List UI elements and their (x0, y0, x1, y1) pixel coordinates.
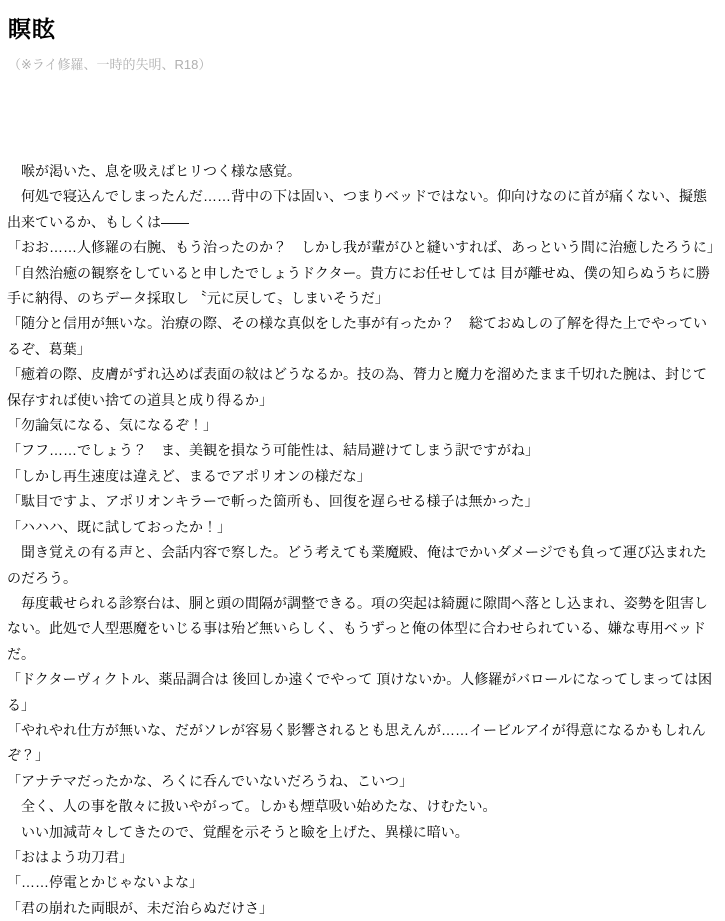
content-warning-note: （※ライ修羅、一時的失明、R18） (8, 57, 212, 72)
story-text-body (0, 159, 725, 921)
paragraph: 「アナテマだったかな、ろくに呑んでいないだろうね、こいつ」 (7, 772, 413, 789)
paragraph: 喉が渇いた、息を吸えばヒリつく様な感覚。 (7, 163, 301, 179)
paragraph: 「勿論気になる、気になるぞ！」 (7, 417, 217, 434)
paragraph: 何処で寝込んでしまったんだ……背中の下は固い、つまりベッドではない。仰向けなのに首が痛くない、擬態出来ているか、もしくは―― (7, 188, 707, 230)
paragraph: 全く、人の事を散々に扱いやがって。しかも煙草吸い始めたな、けむたい。 (7, 798, 497, 815)
paragraph: 「癒着の際、皮膚がずれ込めば表面の紋はどうなるか。技の為、膂力と魔力を溜めたまま千切れた腕は、封じて保存すれば使い捨ての道具と成り得るか」 (7, 366, 707, 408)
paragraph: 「おはよう功刀君」 (7, 848, 133, 865)
paragraph: 「やれやれ仕方が無いな、だがソレが容易く影響されるとも思えんが……イービルアイが得意になるかもしれんぞ？」 (7, 721, 706, 764)
paragraph: 毎度載せられる診察台は、胴と頭の間隔が調整できる。項の突起は綺麗に隙間へ落とし込まれ、姿勢を阻害しない。此処で人型悪魔をいじる事は殆ど無いらしく、もうずっと俺の体型に合わせられている、嫌な専用ベッドだ。 (7, 594, 708, 662)
document-page (0, 14, 725, 916)
page-title: 瞑眩 (8, 16, 56, 42)
paragraph: 「自然治癒の観察をしていると申したでしょうドクター。貴方にお任せしては 目が離せぬ、僕の知らぬうちに勝手に納得、のちデータ採取し 〝元に戻して〟しまいそうだ」 (7, 264, 710, 307)
paragraph: 「君の崩れた両眼が、未だ治らぬだけさ」 (7, 899, 273, 916)
paragraph: 「フフ……でしょう？ ま、美観を損なう可能性は、結局避けてしまう訳ですがね」 (7, 442, 539, 459)
paragraph: 「随分と信用が無いな。治療の際、その様な真似をした事が有ったか？ 総ておぬしの了解を得た上でやっているぞ、葛葉」 (7, 315, 707, 357)
paragraph: 「……停電とかじゃないよな」 (7, 874, 203, 891)
paragraph: いい加減苛々してきたので、覚醒を示そうと瞼を上げた、異様に暗い。 (7, 823, 469, 840)
paragraph: 聞き覚えの有る声と、会話内容で察した。どう考えても業魔殿、俺はでかいダメージでも負って運び込まれたのだろう。 (7, 544, 707, 586)
paragraph: 「ハハハ、既に試しておったか！」 (7, 518, 231, 535)
paragraph: 「ドクターヴィクトル、薬品調合は 後回しか遠くでやって 頂けないか。人修羅がバロールになってしまっては困る」 (7, 671, 712, 713)
paragraph: 「おお……人修羅の右腕、もう治ったのか？ しかし我が輩がひと縫いすれば、あっという間に治癒したろうに」 (7, 239, 721, 256)
paragraph: 「しかし再生速度は違えど、まるでアポリオンの様だな」 (7, 467, 371, 484)
paragraph: 「駄目ですよ、アポリオンキラーで斬った箇所も、回復を遅らせる様子は無かった」 (7, 493, 539, 510)
